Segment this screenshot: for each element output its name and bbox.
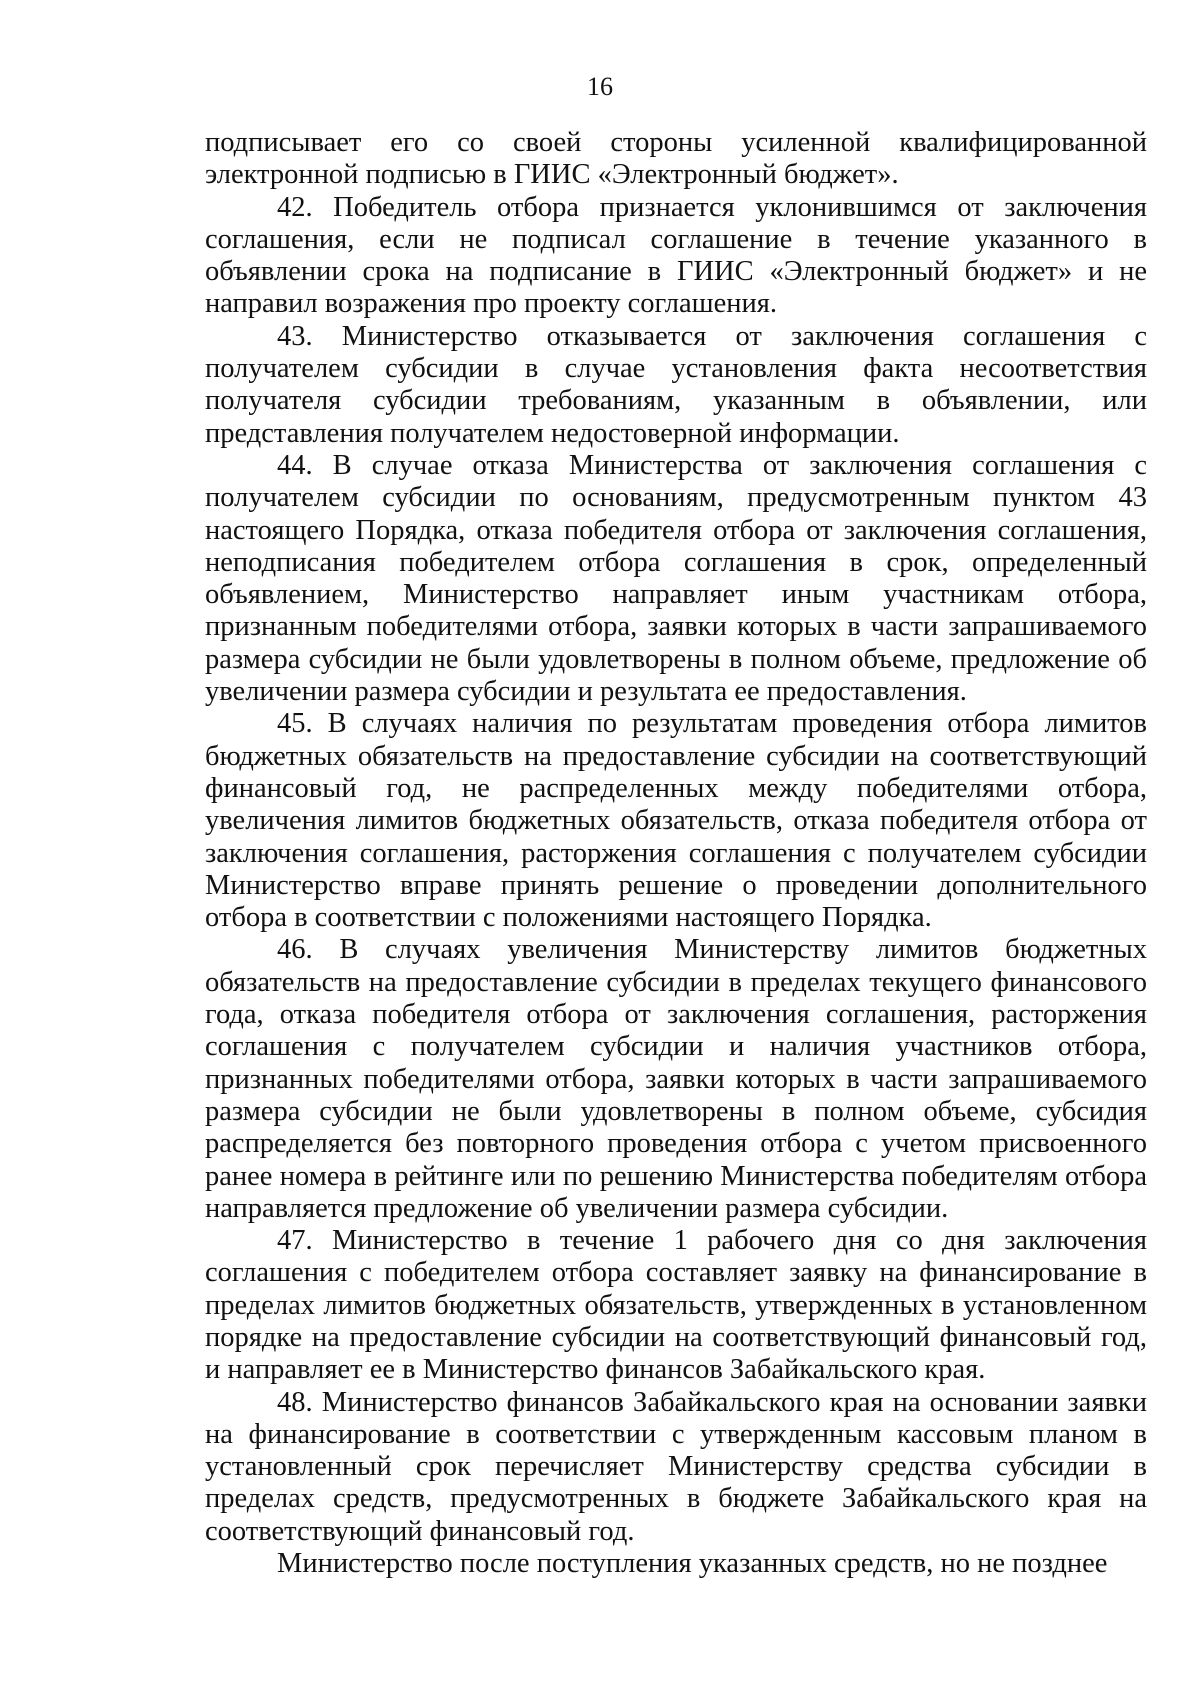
paragraph-continuation: подписывает его со своей стороны усиленной квалифицированной электронной подписью в ГИИС «Электронный бюджет». [205, 127, 1147, 191]
paragraph-45: 45. В случаях наличия по результатам проведения отбора лимитов бюджетных обязательств на предоставление субсидии на соответствующий финансовый год, не распределенных между победителями отбора, увеличения лимитов бюджетных обязательств, отказа победителя отбора от заключения соглашения, расторжения соглашения с получателем субсидии Министерство вправе принять решение о проведении дополнительного отбора в соответствии с положениями настоящего Порядка. [205, 708, 1147, 934]
paragraph-43: 43. Министерство отказывается от заключения соглашения с получателем субсидии в случае установления факта несоответствия получателя субсидии требованиям, указанным в объявлении, или представления получателем недостоверной информации. [205, 320, 1147, 449]
paragraph-48: 48. Министерство финансов Забайкальского края на основании заявки на финансирование в соответствии с утвержденным кассовым планом в установленный срок перечисляет Министерству средства субсидии в пределах средств, предусмотренных в бюджете Забайкальского края на соответствующий финансовый год. [205, 1386, 1147, 1547]
document-body [205, 127, 1147, 1580]
paragraph-46: 46. В случаях увеличения Министерству лимитов бюджетных обязательств на предоставление субсидии в пределах текущего финансового года, отказа победителя отбора от заключения соглашения, расторжения соглашения с получателем субсидии и наличия участников отбора, признанных победителями отбора, заявки которых в части запрашиваемого размера субсидии не были удовлетворены в полном объеме, субсидия распределяется без повторного проведения отбора с учетом присвоенного ранее номера в рейтинге или по решению Министерства победителям отбора направляется предложение об увеличении размера субсидии. [205, 934, 1147, 1224]
page-number: 16 [587, 72, 613, 101]
paragraph-44: 44. В случае отказа Министерства от заключения соглашения с получателем субсидии по основаниям, предусмотренным пунктом 43 настоящего Порядка, отказа победителя отбора от заключения соглашения, неподписания победителем отбора соглашения в срок, определенный объявлением, Министерство направляет иным участникам отбора, признанным победителями отбора, заявки которых в части запрашиваемого размера субсидии не были удовлетворены в полном объеме, предложение об увеличении размера субсидии и результата ее предоставления. [205, 449, 1147, 708]
paragraph-48-continuation: Министерство после поступления указанных средств, но не позднее [277, 1548, 1108, 1580]
paragraph-47: 47. Министерство в течение 1 рабочего дня со дня заключения соглашения с победителем отбора составляет заявку на финансирование в пределах лимитов бюджетных обязательств, утвержденных в установленном порядке на предоставление субсидии на соответствующий финансовый год, и направляет ее в Министерство финансов Забайкальского края. [205, 1225, 1147, 1386]
paragraph-42: 42. Победитель отбора признается уклонившимся от заключения соглашения, если не подписал соглашение в течение указанного в объявлении срока на подписание в ГИИС «Электронный бюджет» и не направил возражения про проекту соглашения. [205, 191, 1147, 320]
